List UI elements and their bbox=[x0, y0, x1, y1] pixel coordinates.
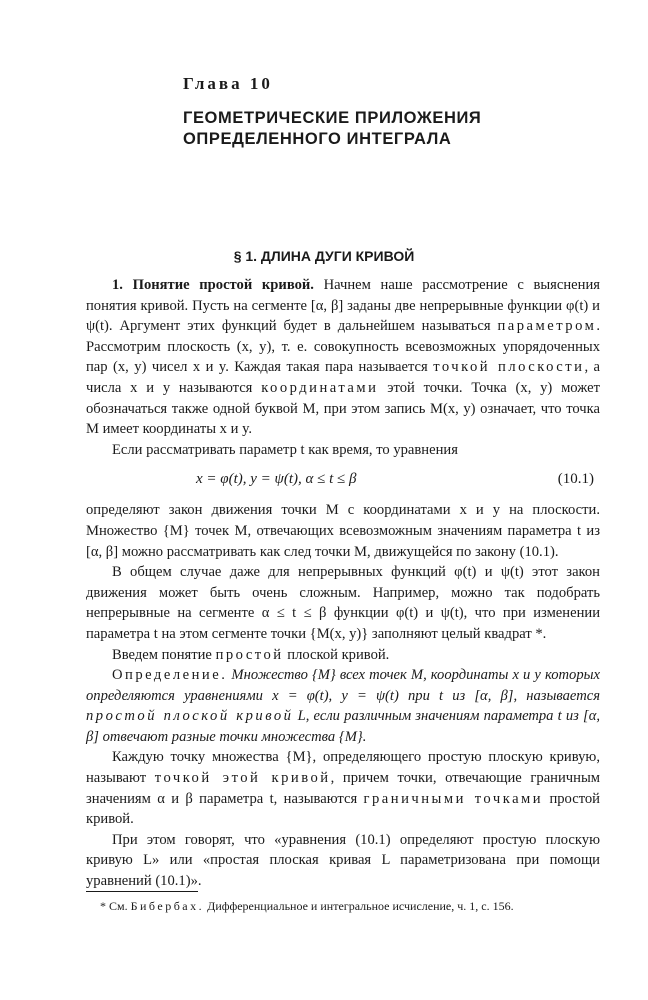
section-title: § 1. ДЛИНА ДУГИ КРИВОЙ bbox=[233, 248, 415, 264]
paragraph-curve-points bbox=[86, 747, 600, 829]
chapter-title-line-2: ОПРЕДЕЛЕННОГО ИНТЕГРАЛА bbox=[183, 130, 452, 148]
term-boundary-points: граничными точками bbox=[363, 790, 544, 807]
paragraph-parametrization: При этом говорят, что «уравнения (10.1) определяют простую плоскую кривую L» или «простая плоская кривая L параметризована при помощи уравнений (10.1)». bbox=[86, 831, 600, 890]
chapter-title-line-1: ГЕОМЕТРИЧЕСКИЕ ПРИЛОЖЕНИЯ bbox=[183, 109, 482, 127]
body-text bbox=[86, 275, 600, 892]
footnote-author: Бибербах. bbox=[130, 899, 205, 913]
footnote-marker: * См. bbox=[100, 899, 131, 913]
formula-number: (10.1) bbox=[557, 471, 594, 488]
footnote-text: Дифференциальное и интегральное исчисление, ч. 1, с. 156. bbox=[204, 899, 514, 913]
definition-label: Определение. bbox=[112, 667, 228, 684]
term-plane-point: точкой плоскости bbox=[433, 359, 585, 376]
text-span: плоской кривой. bbox=[283, 646, 390, 663]
term-coordinates: координатами bbox=[261, 379, 379, 396]
term-simple-plane-curve: простой плоской кривой bbox=[86, 708, 294, 725]
term-curve-point: точкой этой кривой bbox=[154, 770, 331, 787]
text-span: Введем понятие bbox=[112, 646, 216, 663]
paragraph-simple-curve-concept bbox=[86, 275, 600, 440]
text-span: , а числа x и y называются bbox=[86, 359, 601, 396]
text-span: этой точки. Точка (x, y) может обозначаться также одной буквой M, при этом запись M(x, y) означает, что точка M имеет координаты x и y. bbox=[86, 379, 600, 438]
chapter-title bbox=[183, 108, 583, 150]
text-span: , причем точки, отвечающие граничным значениям α и β параметра t, называются bbox=[86, 770, 600, 807]
chapter-label: Глава 10 bbox=[183, 74, 273, 93]
paragraph-time-parameter: Если рассматривать параметр t как время, то уравнения bbox=[112, 441, 458, 458]
paragraph-definition bbox=[86, 665, 600, 747]
text-span: Множество {M} всех точек M, координаты x и y которых определяются уравнениями x = φ(t), y = ψ(t) при t из [α, β], называется bbox=[86, 667, 600, 704]
formula-10-1 bbox=[86, 466, 600, 492]
term-parameter: параметром bbox=[497, 318, 597, 335]
text-span: . Рассмотрим плоскость (x, y), т. е. совокупность всевозможных упорядоченных пар (x, y) чисел x и y. Каждая такая пара называется bbox=[86, 318, 600, 376]
text-span: L, если различным значениям параметра t из [α, β] отвечают разные точки множества {M}. bbox=[86, 708, 601, 745]
text-span: Начнем наше рассмотрение с выяснения понятия кривой. Пусть на сегменте [α, β] заданы две непрерывные функции φ(t) и ψ(t). Аргумент этих функций будет в дальнейшем называться bbox=[86, 277, 600, 335]
footnote-divider bbox=[86, 891, 198, 892]
text-span: простой кривой. bbox=[86, 790, 600, 828]
paragraph-general-case: В общем случае даже для непрерывных функций φ(t) и ψ(t) этот закон движения может быть очень сложным. Например, можно так подобрать непрерывные на сегменте α ≤ t ≤ β функции φ(t) и ψ(t), что при изменении параметра t на этом сегменте точки {M(x, y)} заполняют целый квадрат *. bbox=[86, 564, 600, 642]
footnote bbox=[86, 898, 600, 915]
paragraph-motion-law: определяют закон движения точки M с координатами x и y на плоскости. Множество {M} точек M, отвечающих всевозможным значениям параметра t из [α, β] можно рассматривать как след точки M, движущейся по закону (10.1). bbox=[86, 502, 600, 560]
subsection-heading: 1. Понятие простой кривой. bbox=[112, 277, 314, 293]
formula-expression: x = φ(t), y = ψ(t), α ≤ t ≤ β bbox=[196, 471, 357, 488]
paragraph-introduce-simple-curve bbox=[86, 645, 600, 666]
term-simple: простой bbox=[215, 646, 284, 663]
text-span: Каждую точку множества {M}, определяющего простую плоскую кривую, называют bbox=[86, 749, 600, 787]
